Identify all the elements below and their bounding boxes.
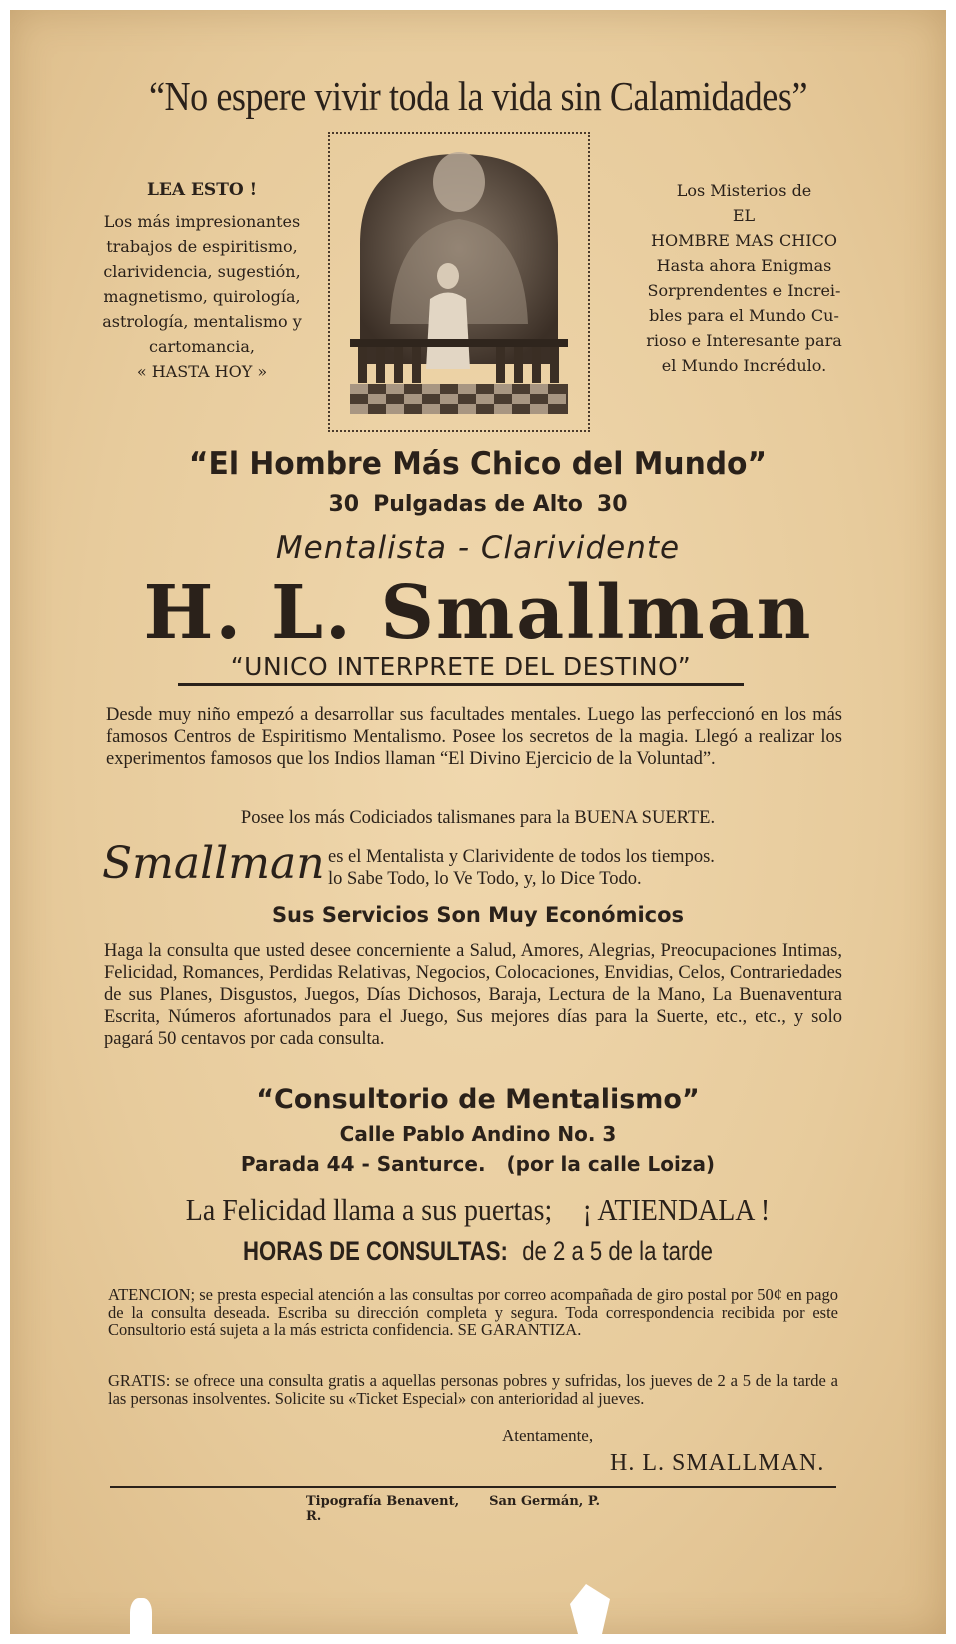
top-quote: “No espere vivir toda la vida sin Calamidades” xyxy=(148,73,808,119)
right-line: EL xyxy=(732,206,756,225)
right-line: el Mundo Incrédulo. xyxy=(661,356,827,375)
smallman-script: Smallman xyxy=(102,838,325,889)
left-line: clarividencia, sugestión, xyxy=(103,262,301,281)
services-paragraph: Haga la consulta que usted desee concerniente a Salud, Amores, Alegrias, Preocupaciones Intimas, Felicidad, Romances, Perdidas Relativas, Negocios, Colocaciones, Envidias, Celos, Contrariedades de sus Planes, Disgustos, Juegos, Días Dichosos, Baraja, Lectura de la Mano, La Buenaventura Escrita, Números afortunados para el Juego, Sus mejores días para la Suerte, etc., etc., y solo pagará 50 centavos por cada consulta. xyxy=(104,941,842,1049)
checkered-floor xyxy=(350,384,568,414)
height-number-right: 30 xyxy=(596,492,628,517)
right-line: Los Misterios de xyxy=(676,181,812,200)
right-line: bles para el Mundo Cu- xyxy=(649,306,839,325)
height-text: Pulgadas de Alto xyxy=(373,492,583,517)
closing: Atentamente, xyxy=(502,1426,594,1445)
balustrade-rail xyxy=(350,339,568,347)
paper-tear xyxy=(130,1598,152,1634)
lea-esto-heading: LEA ESTO ! xyxy=(146,180,258,200)
ghost-head xyxy=(433,152,485,212)
right-line: Hasta ahora Enigmas xyxy=(656,256,832,275)
left-line: astrología, mentalismo y xyxy=(102,312,302,331)
height-line xyxy=(10,492,946,517)
hours-value: de 2 a 5 de la tarde xyxy=(522,1236,714,1266)
small-man-body xyxy=(426,293,470,370)
small-man-head xyxy=(437,263,459,289)
atencion-paragraph: ATENCION; se presta especial atención a las consultas por correo acompañada de giro postal por 50¢ en pago de la consulta deseada. Escriba su dirección completa y segura. Toda correspondencia recibida por este Consultorio está sujeta a la más estricta confidencia. SE GARANTIZA. xyxy=(108,1285,838,1339)
portrait-illustration xyxy=(330,134,588,430)
office-stop xyxy=(10,1152,946,1176)
office-street: Calle Pablo Andino No. 3 xyxy=(339,1122,617,1146)
left-line: « HASTA HOY » xyxy=(136,362,268,381)
left-line: Los más impresionantes xyxy=(103,212,301,231)
left-column xyxy=(82,178,322,384)
left-line: magnetismo, quirología, xyxy=(103,287,301,306)
right-line: rioso e Interesante para xyxy=(646,331,842,350)
signature: H. L. SMALLMAN. xyxy=(610,1450,825,1476)
left-line: cartomancia, xyxy=(149,337,255,356)
gratis-paragraph: GRATIS: se ofrece una consulta gratis a aquellas personas pobres y sufridas, los jueves de 2 a 5 de la tarde a las personas insolventes. Solicite su «Ticket Especial» con anterioridad al jueves. xyxy=(108,1371,838,1408)
height-number-left: 30 xyxy=(328,492,360,517)
intro-paragraph: Desde muy niño empezó a desarrollar sus facultades mentales. Luego las perfeccionó en los más famosos Centros de Espiritismo Mentalismo. Posee los secretos de la magia. Llegó a realizar los experimentos famosos que los Indios llaman “El Divino Ejercicio de la Voluntad”. xyxy=(106,705,842,769)
right-column xyxy=(608,178,880,378)
footer xyxy=(306,1494,646,1524)
left-line: trabajos de espiritismo, xyxy=(106,237,298,256)
smallman-line-2: lo Sabe Todo, lo Ve Todo, y, lo Dice Todo. xyxy=(328,869,642,889)
smallman-lines xyxy=(328,846,848,890)
paper-tear xyxy=(570,1584,610,1634)
atiendala-text: ¡ ATIENDALA ! xyxy=(582,1192,771,1227)
main-title: “El Hombre Más Chico del Mundo” xyxy=(188,446,768,482)
profession: Mentalista - Clarividente xyxy=(275,530,681,566)
poster xyxy=(10,10,946,1634)
footer-rule xyxy=(110,1486,836,1488)
hours-line xyxy=(94,1236,862,1267)
footer-printer: Tipografía Benavent, xyxy=(306,1494,460,1509)
services-heading: Sus Servicios Son Muy Económicos xyxy=(271,903,685,927)
performer-name: H. L. Smallman xyxy=(143,570,813,656)
hours-label: HORAS DE CONSULTAS: xyxy=(242,1236,508,1266)
stop-note: (por la calle Loiza) xyxy=(506,1152,716,1176)
right-line: Sorprendentes e Increi- xyxy=(647,281,841,300)
right-line: HOMBRE MAS CHICO xyxy=(651,231,837,250)
talismanes-line: Posee los más Codiciados talismanes para la BUENA SUERTE. xyxy=(240,808,716,828)
portrait-photo xyxy=(328,132,590,432)
stop-text: Parada 44 - Santurce. xyxy=(240,1152,486,1176)
felicidad-line xyxy=(57,1192,899,1228)
tagline: “UNICO INTERPRETE DEL DESTINO” xyxy=(178,652,744,686)
smallman-line-1: es el Mentalista y Clarividente de todos los tiempos. xyxy=(328,847,715,867)
footer-location: San Germán, P. R. xyxy=(306,1494,600,1524)
felicidad-text: La Felicidad llama a sus puertas; xyxy=(185,1192,553,1227)
office-name: “Consultorio de Mentalismo” xyxy=(256,1084,700,1115)
